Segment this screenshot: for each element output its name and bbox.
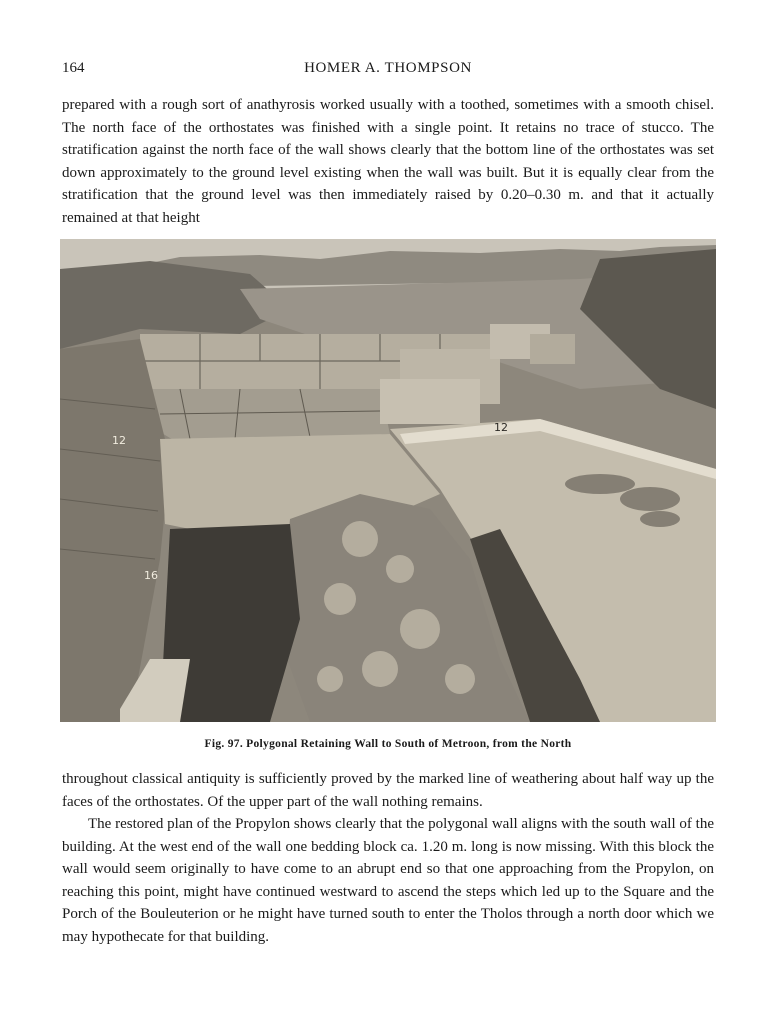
photo-label-lower: 16 (144, 569, 158, 582)
paragraph-1: prepared with a rough sort of anathyrosis worked usually with a toothed, sometimes with a smooth chisel. The north face of the orthostates was finished with a single point. It retains no trace of stucco. The stratification against the north face of the wall shows clearly that the bottom line of the orthostates was set down approximately to the ground level existing when the wall was built. But it is equally clear from the stratification that the ground level was then immediately raised by 0.20–0.30 m. and that it actually remained at that height (62, 97, 714, 226)
page-header (62, 60, 714, 82)
paragraph-2: throughout classical antiquity is sufficiently proved by the marked line of weathering about half way up the faces of the orthostates. Of the upper part of the wall nothing remains. (62, 771, 714, 810)
photo-stepped-block-4 (530, 334, 575, 364)
excavation-photo-illustration (60, 239, 716, 722)
figure-caption: Fig. 97. Polygonal Retaining Wall to South of Metroon, from the North (204, 738, 572, 750)
paragraph-3: The restored plan of the Propylon shows clearly that the polygonal wall aligns with the south wall of the building. At the west end of the wall one bedding block ca. 1.20 m. long is now missing. With this block the wall would seem originally to have come to an abrupt end so that one approaching from the Propylon, on reaching this point, might have continued westward to ascend the steps which led up to the Square and the Porch of the Bouleuterion or he might have turned south to enter the Tholos through a north door which we may hypothecate for that building. (62, 816, 714, 945)
photo-label-left: 12 (112, 434, 126, 447)
excavation-photograph (60, 239, 716, 722)
page-number: 164 (62, 60, 85, 76)
photo-label-right: 12 (494, 421, 508, 434)
running-head: HOMER A. THOMPSON (304, 60, 472, 76)
photo-stepped-block-2 (380, 379, 480, 424)
